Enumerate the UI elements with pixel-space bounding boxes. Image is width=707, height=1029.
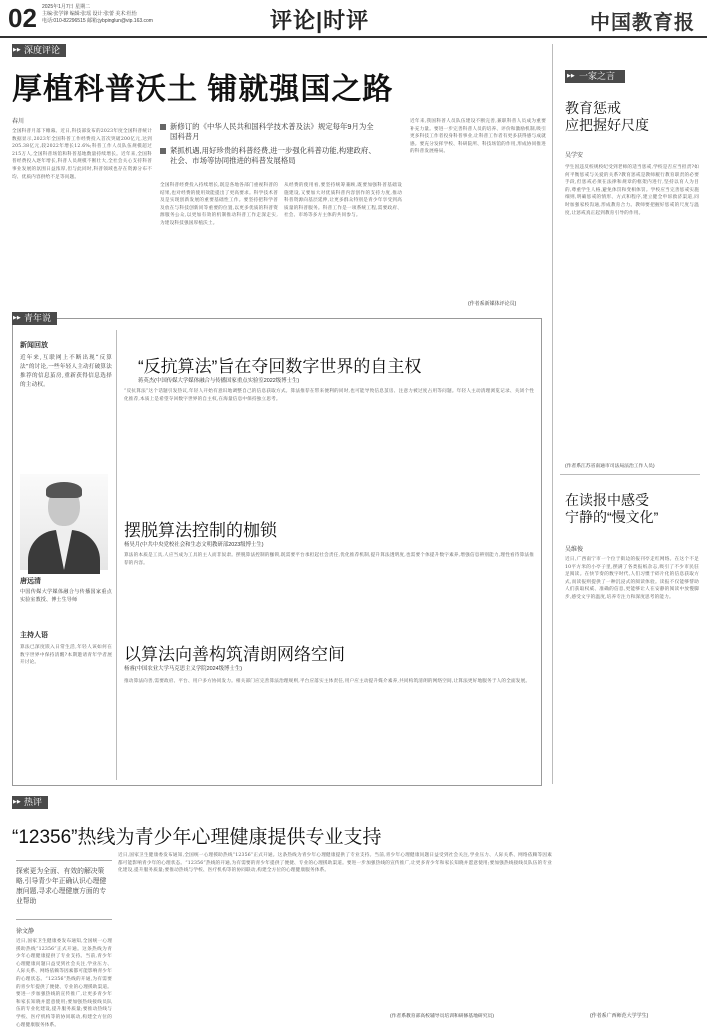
article2-author: 杨昊月(中共中央党校社会和生态文明教研部2023级博士生): [124, 542, 264, 548]
hot-text-lead: 近日,国家卫生健康委发布通知,全国统一心理援助热线“12356”正式开通。这条热线为青少年心理健康提供了专业支持。当前,青少年心理健康问题日益受到社会关注,学业压力、人际关系、网络依赖等因素都可能影响青少年的心理状态。“12356”热线的开通,为有需要的青少年提供了便捷、专业的心理援助渠道。要进一步加强热线的宣传推广,让更多青少年和家长知晓并愿意使用;要加强热线接线员队伍的专业化建设,提升服务质量;要推动热线与学校、医疗机构等的协同联动,构建全方位的心理健康服务体系。: [16, 939, 112, 1028]
intro-title: 新闻回放: [20, 342, 48, 349]
hot-source: (作者系教育部高校辅导员培训和研修基地研究员): [390, 1014, 494, 1019]
article1-author: 蒋英杰(中国传媒大学媒体融合与传播国家重点实验室2022级博士生): [138, 378, 300, 384]
hot-text: 近日,国家卫生健康委发布通知,全国统一心理援助热线“12356”正式开通。这条热线为青少年心理健康提供了专业支持。当前,青少年心理健康问题日益受到社会关注,学业压力、人际关系、网络依赖等因素都可能影响青少年的心理状态。“12356”热线的开通,为有需要的青少年提供了便捷、专业的心理援助渠道。要进一步加强热线的宣传推广,让更多青少年和家长知晓并愿意使用;要加强热线接线员队伍的专业化建设,提升服务质量;要推动热线与学校、医疗机构等的协同联动,构建全方位的心理健康服务体系。: [118, 853, 552, 874]
top-article-col2: 全国科普经费投入持续增长,既是各地各部门重视科普的结果,也对经费的使用效能提出了更高要求。科学技术普及是实现创新发展的重要基础性工作。要坚持把科学普及放在与科技创新同等重要的位置,以更多优质的科普资源服务公众,以更加有效的机制推动科普工作走深走实,为建设科技强国厚植沃土。: [160, 183, 278, 226]
column-divider: [552, 44, 553, 784]
tag-hot: ▶▶ 热评: [12, 796, 48, 809]
article3-title: 以算法向善构筑清朗网络空间: [124, 645, 345, 664]
top-article-title: 厚植科普沃土 铺就强国之路: [12, 73, 394, 106]
editor-line: 主编:张学锋 编辑:张瑶 设计:张蕾 美术:杜怡: [42, 11, 137, 17]
issue-info: [42, 4, 212, 25]
pull-quote: 探索更为全面、有效的解决策略,引导青少年正确认识心理健康问题,寻求心理健康方面的专业帮助: [16, 860, 112, 920]
side-top-author: 吴学安: [565, 153, 584, 159]
article3-author: 杨睿(中国农业大学马克思主义学院2024级博士生): [124, 666, 243, 672]
side-top-text: 学生因违反校规校纪受到老师的适当惩戒,学校是否应当担责?如何平衡惩戒与关爱的关系?教育惩戒是教师履行教育职责的必要手段,但惩戒必须在法律和规章的框架内进行,坚持以育人为目的,尊重学生人格,避免体罚和变相体罚。学校应当完善惩戒实施细则,明确惩戒的情形、方式和程序,建立健全申诉救济渠道,同时加强家校沟通,形成教育合力。教师要把握好惩戒的尺度与温度,让惩戒真正起到教育引导的作用。: [565, 165, 699, 216]
side-bottom-author: 吴维俊: [565, 547, 584, 553]
bullet-item: 新修订的《中华人民共和国科学技术普及法》规定每年9月为全国科普月: [160, 122, 380, 142]
host-text: 算法已深度嵌入日常生活,年轻人该如何在数字世界中保持清醒?本期邀请青年学者展开讨论。: [20, 645, 112, 666]
intro-text: 近年来,互联网上不断出现“反算法”的讨论,一些年轻人主动打破算法推荐的信息茧房,重新获得信息选择的主动权。: [20, 355, 112, 388]
masthead: [0, 0, 707, 38]
host-label: 主持人语: [20, 632, 48, 639]
side-bottom-source: (作者系广西师范大学学生): [590, 1013, 649, 1019]
article3-text: 推动算法向善,需要政府、平台、用户多方协同发力。相关部门应完善算法治理规则,平台应落实主体责任,用户应主动提升媒介素养,共同构筑清朗的网络空间,让算法更好地服务于人的全面发展。: [124, 679, 531, 684]
hot-author: 徐文静: [16, 929, 35, 935]
article1-title: “反抗算法”旨在夺回数字世界的自主权: [138, 357, 422, 376]
newspaper-logo: 中国教育报: [590, 10, 695, 34]
article2-text: 算法的本质是工具,人应当成为工具的主人而非奴隶。摆脱算法控制的枷锁,既需要平台承担起社会责任,优化推荐机制,提升算法透明度,也需要个体提升数字素养,增强信息辨别能力,理性看待算法推荐的内容。: [124, 553, 534, 566]
tag-youth: ▶▶ 青年说: [12, 312, 57, 325]
top-article-bullets: [160, 122, 380, 170]
youth-divider: [116, 330, 117, 780]
bullet-item: 紧抓机遇,用好珍贵的科普经费,进一步强化科普功能,构建政府、社会、市场等协同推进的科普发展格局: [160, 146, 380, 166]
side-bottom-text: 近日,广西南宁市一个位于街边的报刊亭走红网络。在这个不足10平方米的小亭子里,摆满了各类报纸杂志,吸引了不少市民驻足阅读。在快节奏的数字时代,人们习惯于碎片化的信息获取方式,而读报则提供了一种沉浸式的阅读体验。读报不仅能够帮助人们获取权威、准确的信息,更能够让人在安静的阅读中放慢脚步,感受文字的温度,培养专注力和深度思考的能力。: [565, 557, 699, 600]
tag-opinion: ▶▶ 一家之言: [565, 70, 625, 83]
profile-desc: 中国传媒大学媒体融合与传播国家重点实验室教授、博士生导师: [20, 589, 112, 603]
side-divider: [560, 474, 700, 475]
top-article-author: 春川: [12, 119, 25, 125]
article1-text: “反抗算法”这个话题引发热议,年轻人开始有意识地调整自己的信息获取方式。算法推荐在带来便利的同时,也可能导致信息茧房、注意力被过度占用等问题。年轻人主动清理浏览记录、关闭个性化推荐,本质上是希望夺回数字世界的自主权,在海量信息中保持独立思考。: [124, 389, 534, 402]
phone-line: 电话:010-82296515 邮箱:jybpinglun@vip.163.com: [42, 18, 153, 24]
side-top-title-1: 教育惩戒: [565, 100, 621, 116]
profile-name: 唐远清: [20, 578, 41, 585]
page-number: 02: [8, 3, 37, 33]
top-article-col4: 近年来,我国科普人员队伍建设不断完善,兼职科普人员成为重要补充力量。要进一步完善科普人员的培养、评价和激励机制,吸引更多科技工作者投身科普事业,让科普工作者有更多获得感与成就感。要充分发挥学校、科研院所、科技场馆的作用,形成协同推进的科普发展格局。: [410, 119, 546, 155]
side-top-title-2: 应把握好尺度: [565, 117, 649, 133]
section-title: 评论|时评: [270, 8, 370, 33]
date-line: 2025年1月7日 星期二: [42, 4, 91, 10]
top-article-col3: 从经费的使用看,要坚持统筹兼顾,既要加强科普基础设施建设,又要加大对优质科普内容创作的支持力度,推动科普资源向基层延伸,让更多群众特别是青少年享受到高质量的科普服务。科普工作是一项系统工程,需要政府、社会、市场等多方主体的共同参与。: [284, 183, 402, 219]
side-top-source: (作者系江苏省南通市司法局法治工作人员): [565, 464, 655, 469]
top-article-col1: 全国科普月落下帷幕。近日,科技部发布的2023年度全国科普统计数据显示,2023年全国科普工作经费投入首次突破200亿元,达到205.38亿元,较2022年增长12.6%;科普工作人员队伍规模超过215万人,全国科普场馆和科普基地数量持续增长。近年来,全国科普经费投入逐年增长,科普人员规模不断壮大,全社会关心支持科普事业发展的氛围日益浓厚,但与此同时,科普领域也存在资源分布不均、优质内容供给不足等问题。: [12, 129, 152, 180]
side-bottom-title-2: 宁静的“慢文化”: [565, 509, 659, 525]
article2-title: 摆脱算法控制的枷锁: [124, 521, 277, 540]
side-bottom-title-1: 在读报中感受: [565, 492, 649, 508]
top-article-source: (作者系新媒体评论员): [468, 301, 517, 307]
hot-title: “12356”热线为青少年心理健康提供专业支持: [12, 827, 382, 848]
tag-deep-comment: ▶▶ 深度评论: [12, 44, 66, 57]
author-photo: [20, 474, 108, 570]
